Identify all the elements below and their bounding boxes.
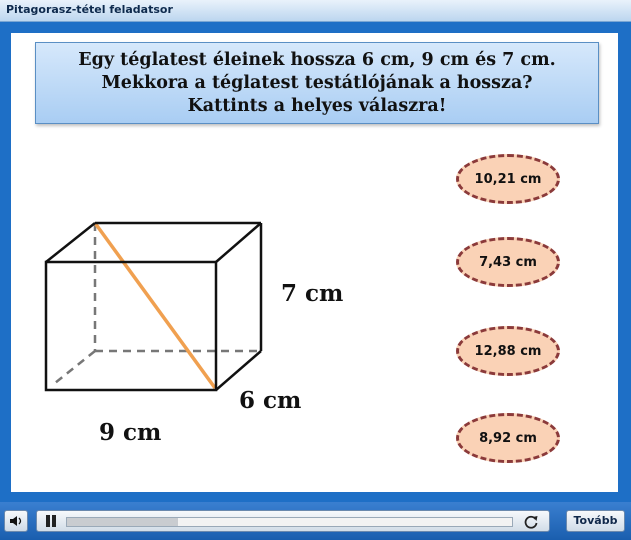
speaker-icon (9, 515, 23, 527)
replay-icon[interactable] (523, 514, 539, 530)
answer-option-4[interactable]: 8,92 cm (456, 413, 560, 463)
slide-stage (11, 33, 618, 492)
hidden-edges (55, 223, 261, 383)
player-controls (0, 502, 631, 540)
next-button[interactable]: Tovább (566, 510, 625, 532)
answer-option-3[interactable]: 12,88 cm (456, 326, 560, 376)
width-label: 9 cm (99, 419, 162, 446)
content-frame (0, 22, 631, 502)
question-line-3: Kattints a helyes válaszra! (187, 96, 447, 116)
question-line-1: Egy téglatest éleinek hossza 6 cm, 9 cm és 7 cm. (78, 50, 556, 70)
question-line-2: Mekkora a téglatest testátlójának a hossza? (101, 73, 533, 93)
pause-icon (46, 515, 50, 527)
pause-button[interactable] (45, 515, 57, 527)
answer-option-1[interactable]: 10,21 cm (456, 154, 560, 204)
depth-label: 6 cm (239, 387, 302, 414)
window-title: Pitagorasz-tétel feladatsor (6, 3, 173, 16)
seek-progress (67, 518, 178, 526)
window-titlebar (0, 0, 631, 22)
space-diagonal (95, 223, 215, 388)
height-label: 7 cm (281, 280, 344, 307)
seek-track[interactable] (66, 517, 513, 527)
playback-bar (36, 510, 550, 532)
volume-button[interactable] (4, 510, 28, 532)
answer-option-2[interactable]: 7,43 cm (456, 237, 560, 287)
